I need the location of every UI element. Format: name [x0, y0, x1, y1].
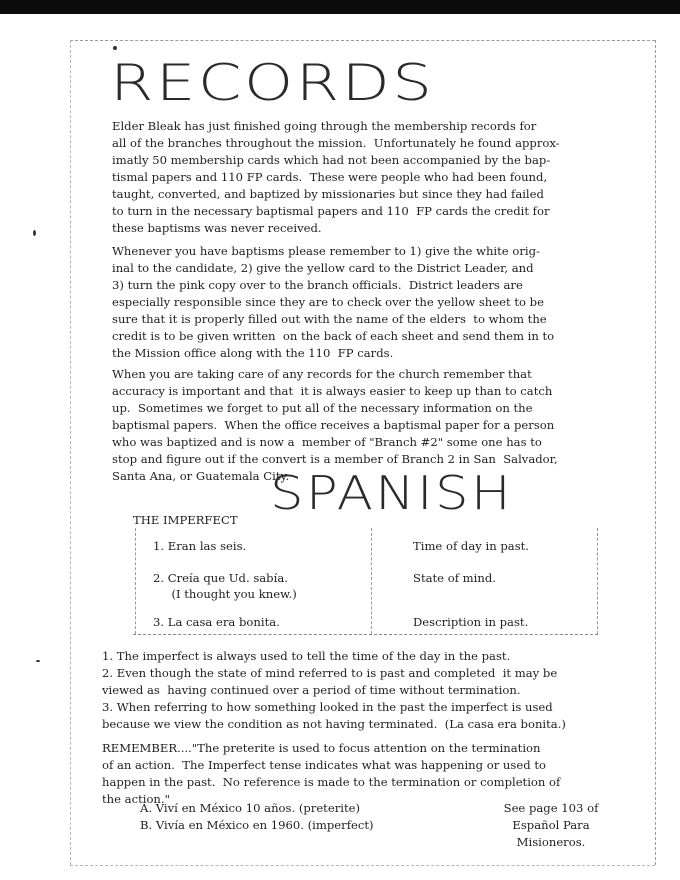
scan-speck	[33, 230, 36, 236]
page-title: RECORDS	[110, 54, 435, 112]
imperfect-heading: THE IMPERFECT	[133, 513, 238, 527]
table-cell-meaning: Description in past.	[413, 615, 529, 629]
page-frame-top	[70, 40, 655, 41]
imperfect-table	[143, 528, 598, 634]
reference-line: Misioneros.	[516, 835, 586, 849]
table-cell-example: 3. La casa era bonita.	[153, 615, 280, 629]
table-divider	[133, 634, 598, 635]
reference-line: Español Para	[512, 818, 590, 832]
paragraph-membership-records: Elder Bleak has just finished going through the membership records for all of the branches throughout the mission. Unfortunately he found approx- imatly 50 membership cards which had not been accompanied by the bap- tismal papers and 110 FP cards. These were people who had been found, taught, converted, and baptized by missionaries but since they had failed to turn in the necessary baptismal papers and 110 FP cards the credit for these baptisms was never received.	[112, 119, 560, 235]
paragraph-accuracy: When you are taking care of any records for the church remember that accuracy is important and that it is always easier to keep up than to catch up. Sometimes we forget to put all of the necessary information on the baptismal papers. When the office receives a baptismal paper for a person who was baptized and is now a member of "Branch #2" some one has to stop and figure out if the convert is a member of Branch 2 in San Salvador, Santa Ana, or Guatemala City.	[112, 367, 558, 483]
example-preterite: A. Viví en México 10 años. (preterite)	[140, 801, 360, 815]
scan-speck	[113, 46, 117, 50]
table-divider	[597, 528, 598, 634]
table-cell-meaning: State of mind.	[413, 571, 496, 585]
example-imperfect: B. Vivía en México en 1960. (imperfect)	[140, 818, 374, 832]
table-cell-example: 2. Creía que Ud. sabía. (I thought you knew.)	[153, 571, 297, 601]
scan-top-border	[0, 0, 680, 14]
scan-speck	[36, 660, 40, 662]
reference-line: See page 103 of	[503, 801, 599, 815]
section-title-spanish: SPANISH	[270, 466, 513, 520]
table-divider	[371, 528, 372, 634]
table-cell-example: 1. Eran las seis.	[153, 539, 247, 553]
remember-paragraph: REMEMBER...."The preterite is used to focus attention on the termination of an action. The Imperfect tense indicates what was happening or used to happen in the past. No reference is made to the termination or completion of the action."	[102, 741, 561, 806]
page-frame-bottom	[70, 865, 655, 866]
paragraph-baptism-instructions: Whenever you have baptisms please remember to 1) give the white orig- inal to the candidate, 2) give the yellow card to the District Leader, and 3) turn the pink copy over to the branch officials. District leaders are especially responsible since they are to check over the yellow sheet to be sure that it is properly filled out with the name of the elders to whom the credit is to be given written on the back of each sheet and send them in to the Mission office along with the 110 FP cards.	[112, 244, 555, 360]
page-frame-left	[70, 40, 71, 865]
table-divider	[135, 528, 136, 634]
page-frame-right	[655, 40, 656, 865]
imperfect-notes: 1. The imperfect is always used to tell the time of the day in the past. 2. Even though the state of mind referred to is past and completed it may be viewed as having continued over a period of time without termination. 3. When referring to how something looked in the past the imperfect is used because we view the condition as not having terminated. (La casa era bonita.)	[102, 649, 566, 731]
table-cell-meaning: Time of day in past.	[413, 539, 529, 553]
